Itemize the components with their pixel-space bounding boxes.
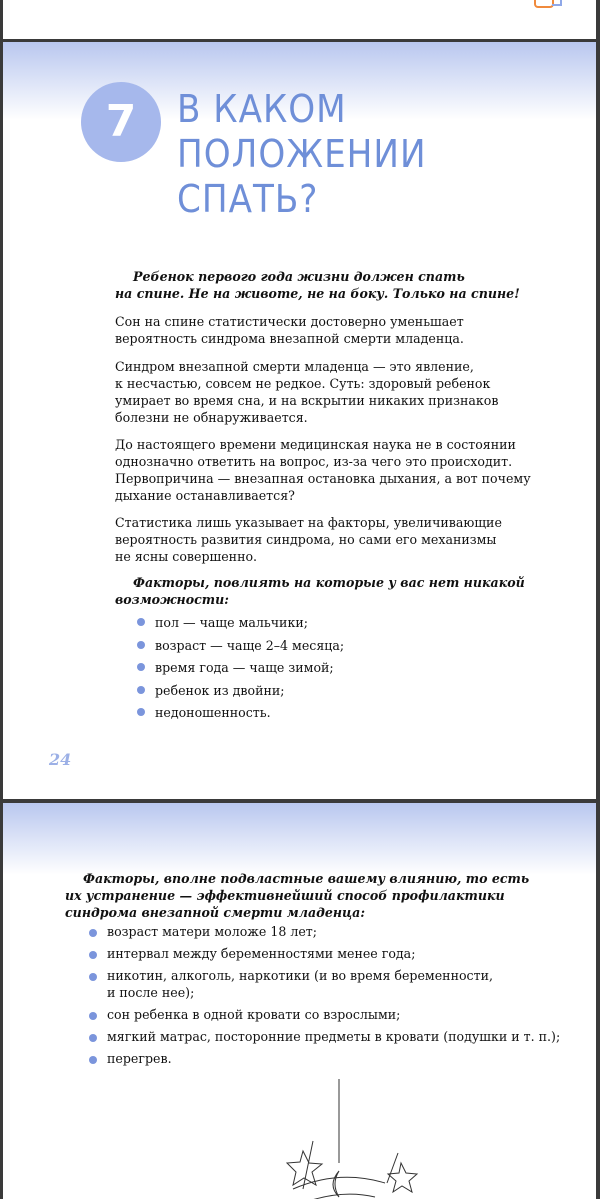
list-item: возраст матери моложе 18 лет;: [89, 923, 560, 940]
mobile-arm: [293, 1177, 385, 1189]
chapter-title-line: В КАКОМ: [177, 87, 347, 131]
moon-icon: [333, 1171, 339, 1197]
factors-heading: Факторы, повлиять на которые у вас нет никакой возможности:: [115, 575, 525, 607]
list-item: никотин, алкоголь, наркотики (и во время беременности, и после нее);: [89, 967, 560, 1001]
book-page-25: [3, 803, 596, 1199]
chapter-title-line: ПОЛОЖЕНИИ: [177, 132, 427, 176]
chapter-badge: [81, 82, 161, 162]
chapter-number: 7: [105, 96, 137, 147]
controllable-factors-heading: Факторы, вполне подвластные вашему влиянию, то есть их устранение — эффективнейший способ профилактики синдрома внезапной смерти младенца:: [65, 871, 530, 920]
list-item: мягкий матрас, посторонние предметы в кровати (подушки и т. п.);: [89, 1028, 560, 1045]
controllable-factors-list: [89, 923, 560, 1067]
baby-mobile-illustration: [3, 1071, 596, 1199]
list-item: ребенок из двойни;: [137, 680, 344, 703]
list-item: возраст — чаще 2–4 месяца;: [137, 635, 344, 658]
list-item: интервал между беременностями менее года;: [89, 945, 560, 962]
logo-mark-icon: [552, 0, 562, 6]
chapter-title: [177, 87, 427, 222]
lead-statement: Ребенок первого года жизни должен спать на спине. Не на животе, не на боку. Только на спине!: [115, 269, 520, 301]
list-item: время года — чаще зимой;: [137, 657, 344, 680]
list-item: пол — чаще мальчики;: [137, 612, 344, 635]
paragraph: Статистика лишь указывает на факторы, увеличивающие вероятность развития синдрома, но сами его механизмы не ясны совершенно.: [115, 515, 502, 564]
list-item: сон ребенка в одной кровати со взрослыми;: [89, 1006, 560, 1023]
page-number: 24: [49, 750, 72, 769]
paragraph: До настоящего времени медицинская наука не в состоянии однозначно ответить на вопрос, из-за чего это происходит. Первопричина — внезапная остановка дыхания, а вот почему дыхание останавливается?: [115, 437, 531, 503]
paragraph: Синдром внезапной смерти младенца — это явление, к несчастью, совсем не редкое. Суть: здоровый ребенок умирает во время сна, и на вскрытии никаких признаков болезни не обнаруживается.: [115, 359, 499, 425]
list-item: недоношенность.: [137, 702, 344, 725]
book-page-24: [3, 42, 596, 799]
list-item: перегрев.: [89, 1050, 560, 1067]
chapter-title-line: СПАТЬ?: [177, 177, 319, 221]
previous-page-fragment: [3, 0, 596, 39]
paragraph: Сон на спине статистически достоверно уменьшает вероятность синдрома внезапной смерти младенца.: [115, 314, 464, 346]
logo-icon: [534, 0, 554, 8]
uncontrollable-factors-list: [137, 612, 344, 725]
